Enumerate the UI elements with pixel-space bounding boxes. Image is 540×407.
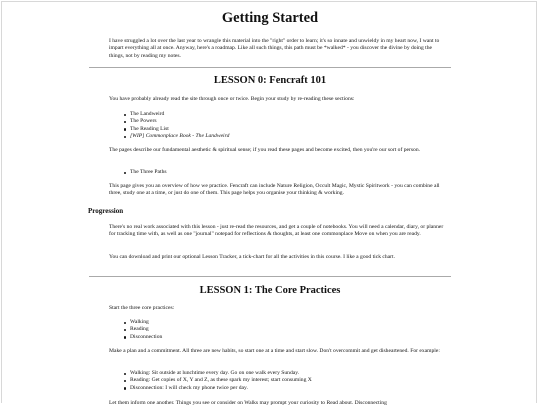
lesson-0-intro: You have probably already read the site through once or twice. Begin your study by re-reading these sections: bbox=[109, 96, 355, 102]
list-item: Disconnection: I will check my phone twice per day. bbox=[130, 385, 312, 392]
list-item[interactable]: [WIP] Commonplace Book - The Landweird bbox=[130, 133, 230, 140]
lesson-0-overview: This page gives you an overview of how we practice. Fencraft can include Nature Religion, Occult Magic, Mystic Spiritwork - you can combine all three, study one at a time, or just do one of them. This page helps you organise your thinking & working. bbox=[109, 183, 440, 197]
lesson-1-heading: LESSON 1: The Core Practices bbox=[199, 285, 341, 296]
lesson-0-paths-list bbox=[130, 169, 167, 176]
list-item: Walking bbox=[130, 319, 162, 326]
list-item[interactable]: The Reading List bbox=[130, 126, 229, 133]
plan-examples-list bbox=[130, 370, 312, 392]
progression-paragraph: There's no real work associated with this lesson - just re-read the resources, and get a couple of notebooks. You will need a calendar, diary, or planner for tracking time with, as well as one "journal" notepad for reflections & thoughts, at least one commonplace Move on when you are ready. bbox=[109, 224, 444, 238]
list-item[interactable]: The Three Paths bbox=[130, 169, 167, 175]
lesson-0-reading-list bbox=[130, 111, 229, 141]
list-item: Walking: Sit outside at lunchtime every day. Go on one walk every Sunday. bbox=[130, 370, 312, 377]
lesson-tracker-paragraph: You can download and print our optional Lesson Tracker, a tick-chart for all the activities in this course. I like a good tick chart. bbox=[109, 254, 395, 260]
page-title: Getting Started bbox=[221, 10, 319, 26]
list-item: Disconnection bbox=[130, 333, 163, 340]
lesson-0-description: The pages describe our fundamental aesthetic & spiritual sense; if you read these pages and become excited, then you're our sort of person. bbox=[109, 147, 421, 153]
list-item: Reading: Get copies of X, Y and Z, as these spark my interest; start consuming X bbox=[130, 377, 312, 384]
list-item[interactable]: The Powers bbox=[130, 118, 229, 125]
lesson-0-heading: LESSON 0: Fencraft 101 bbox=[213, 75, 327, 86]
lesson-1-intro: Start the three core practices: bbox=[109, 305, 175, 311]
lesson-1-inform-paragraph: Let them inform one another. Things you see or consider on Walks may prompt your curiosity to Read about. Disconnecting bbox=[109, 400, 387, 406]
lesson-1-plan-paragraph: Make a plan and a commitment. All three are new habits, so start one at a time and start slow. Don't overcommit and get disheartened. For example: bbox=[109, 348, 440, 354]
core-practices-list bbox=[130, 319, 162, 341]
progression-heading: Progression bbox=[88, 207, 124, 215]
section-divider bbox=[89, 67, 451, 68]
section-divider bbox=[89, 276, 451, 277]
list-item: Reading bbox=[130, 326, 162, 333]
page-frame bbox=[1, 1, 537, 403]
intro-paragraph: I have struggled a lot over the last year to wrangle this material into the "right" order to learn; it's so innate and unwieldy in my heart now, I want to impart everything all at once. Anyway, here's a roadmap. Like all such things, this path must be *walked* - you discover the divine by doing the things, not by reading my notes. bbox=[109, 38, 440, 59]
list-item[interactable]: The Landweird bbox=[130, 111, 229, 118]
